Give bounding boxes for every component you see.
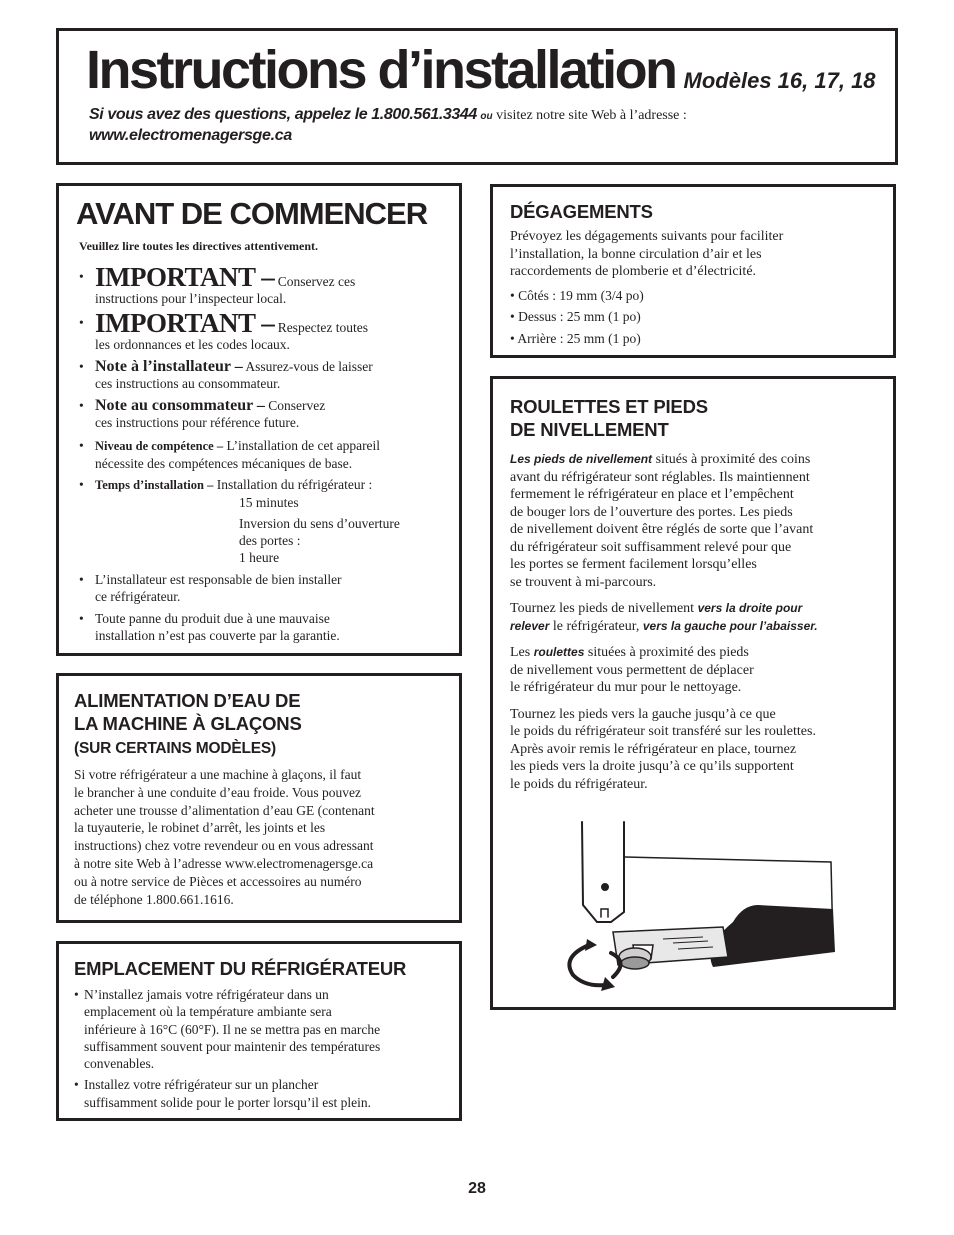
bullet: •: [79, 398, 84, 413]
contact-line: [89, 105, 879, 126]
note-consumer-label: Note au consommateur –: [95, 397, 265, 414]
arrow-head-icon: [601, 977, 615, 991]
bullet: •: [79, 315, 84, 330]
skill-text-a: L’installation de cet appareil: [226, 438, 381, 453]
roulettes-paragraph-2: Tournez les pieds de nivellement vers la droite pour relever le réfrigérateur, vers la gauche pour l’abaisser.: [510, 601, 818, 634]
bullet: •: [79, 611, 84, 626]
question-text: Si vous avez des questions, appelez le 1.800.561.3344: [89, 106, 477, 123]
installer-responsibility: [79, 571, 451, 605]
skill-label: Niveau de compétence –: [95, 439, 224, 453]
clearance-list: [510, 285, 880, 350]
ou-text: ou: [480, 111, 493, 122]
emplacement-section: [56, 941, 462, 1121]
clearance-back: • Arrière : 25 mm (1 po): [510, 330, 641, 346]
important-1-text-b: instructions pour l’inspecteur local.: [95, 291, 287, 306]
important-1-label: IMPORTANT –: [95, 262, 275, 292]
arrow-head-icon: [585, 939, 597, 951]
degagements-text-a: Prévoyez les dégagements suivants pour faciliter: [510, 229, 784, 244]
resp-text-b: ce réfrigérateur.: [95, 589, 181, 604]
skill-level: [79, 437, 451, 472]
avant-heading: AVANT DE COMMENCER: [76, 196, 428, 231]
important-1: [79, 264, 451, 307]
time-text-d: des portes :: [239, 533, 301, 548]
degagements-text-b: l’installation, la bonne circulation d’air et les: [510, 246, 762, 262]
degagements-heading: DÉGAGEMENTS: [510, 201, 653, 222]
note-consumer-text-a: Conservez: [268, 398, 326, 413]
time-text-a: Installation du réfrigérateur :: [216, 477, 373, 492]
title-text: Instructions d’installation: [86, 40, 676, 100]
models-label: Modèles 16, 17, 18: [683, 68, 876, 93]
roulettes-paragraph-4: Tournez les pieds vers la gauche jusqu’à ce que le poids du réfrigérateur soit transféré sur les roulettes. Après avoir remis le réfrigérateur en place, tournez les pieds vers la droite jusqu’à ce qu’ils supportent le poids du réfrigérateur.: [510, 706, 816, 792]
important-1-text-a: Conservez ces: [277, 274, 356, 289]
bullet: •: [79, 359, 84, 374]
alimentation-section: [56, 673, 462, 923]
note-installer-label: Note à l’installateur –: [95, 358, 243, 375]
bullet: •: [79, 269, 84, 284]
degagements-section: [490, 184, 896, 358]
skill-text-b: nécessite des compétences mécaniques de base.: [95, 456, 353, 471]
clearance-sides: • Côtés : 19 mm (3/4 po): [510, 287, 644, 303]
time-text-b: 15 minutes: [239, 495, 299, 510]
important-2-text-b: les ordonnances et les codes locaux.: [95, 337, 290, 352]
warranty-text-b: installation n’est pas couverte par la garantie.: [95, 628, 340, 643]
avant-section: [56, 183, 462, 656]
bullet: •: [79, 438, 84, 453]
base-grille: [711, 905, 836, 967]
avant-intro: Veuillez lire toutes les directives attentivement.: [79, 239, 319, 253]
emplacement-heading: EMPLACEMENT DU RÉFRIGÉRATEUR: [74, 958, 407, 979]
important-2-text-a: Respectez toutes: [277, 320, 369, 335]
degagements-text-c: raccordements de plomberie et d’électricité.: [510, 264, 757, 279]
note-installer: [79, 358, 451, 392]
roulettes-section: [490, 376, 896, 1010]
rotation-arrows-icon: [569, 945, 620, 985]
page-number: 28: [468, 1180, 486, 1197]
note-installer-text-b: ces instructions au consommateur.: [95, 376, 281, 391]
clearance-top: • Dessus : 25 mm (1 po): [510, 309, 641, 324]
time-text-e: 1 heure: [239, 550, 280, 565]
note-consumer-text-b: ces instructions pour référence future.: [95, 415, 300, 430]
alimentation-text: Si votre réfrigérateur a une machine à glaçons, il faut le brancher à une conduite d’eau froide. Vous pouvez acheter une trousse d’alimentation d’eau GE (contenant la tuyauterie, le robinet d’arrêt, les joints et les instructions) chez votre revendeur ou en vous adressant à notre site Web à l’adresse www.electromenagersge.ca ou à notre service de Pièces et accessoires au numéro de téléphone 1.800.661.1616.: [74, 767, 375, 907]
leveling-legs-label: Les pieds de nivellement: [510, 452, 653, 466]
emplacement-item-2: • Installez votre réfrigérateur sur un plancher suffisamment solide pour le porter lorsqu’il est plein.: [74, 1077, 371, 1110]
roulettes-paragraph-3: Les roulettes situées à proximité des pieds de nivellement vous permettent de déplacer le réfrigérateur du mur pour le nettoyage.: [510, 645, 754, 695]
alimentation-heading: ALIMENTATION D’EAU DE LA MACHINE À GLAÇONS (SUR CERTAINS MODÈLES): [74, 690, 302, 757]
resp-text-a: L’installateur est responsable de bien installer: [95, 572, 342, 587]
note-consumer: [79, 397, 451, 431]
time-label: Temps d’installation –: [95, 478, 214, 492]
important-2-label: IMPORTANT –: [95, 308, 275, 338]
roulettes-heading: ROULETTES ET PIEDS DE NIVELLEMENT: [510, 396, 708, 440]
website-url: www.electromenagersge.ca: [89, 127, 292, 144]
note-installer-text-a: Assurez-vous de laisser: [245, 359, 373, 374]
header-box: [56, 28, 898, 165]
bullet: •: [79, 572, 84, 587]
page-title: [86, 35, 876, 116]
leveling-leg-illustration: [553, 817, 843, 997]
roulettes-paragraph-1: Les pieds de nivellement situés à proximité des coins avant du réfrigérateur sont réglables. Ils maintiennent fermement le réfrigérateur en place et l’empêchent de bouger lors de l’ouverture des portes. Les pieds de nivellement doivent être réglés de sorte que l’avant du réfrigérateur soit suffisamment relevé pour que les portes se ferment facilement lorsqu’elles se trouvent à mi-parcours.: [510, 452, 814, 590]
install-time: [79, 476, 451, 566]
emplacement-item-1: • N’installez jamais votre réfrigérateur dans un emplacement où la température ambiante sera inférieure à 16°C (60°F). Il ne se mettra pas en marche suffisamment souvent pour maintenir des températures convenables.: [74, 987, 381, 1072]
time-text-c: Inversion du sens d’ouverture: [239, 516, 400, 531]
warranty-note: [79, 610, 451, 644]
visit-text: visitez notre site Web à l’adresse :: [496, 108, 687, 123]
important-2: [79, 310, 451, 353]
warranty-text-a: Toute panne du produit due à une mauvaise: [95, 611, 330, 626]
bullet: •: [79, 477, 84, 492]
